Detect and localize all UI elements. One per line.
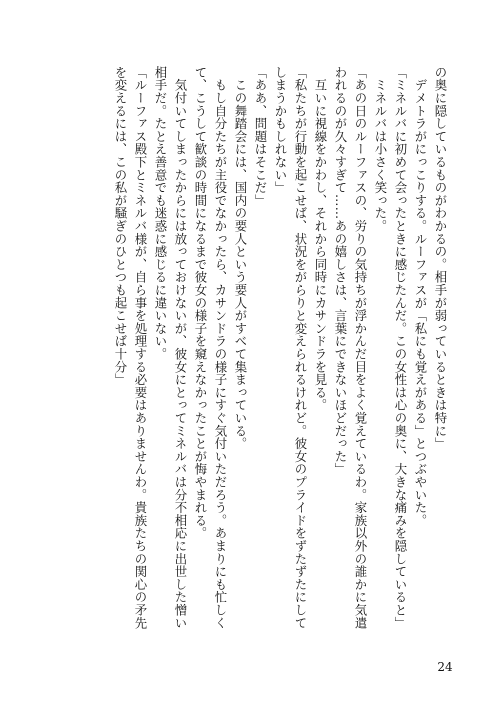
page-number: 24 [437, 660, 453, 674]
text-line: 相手だ。たとえ善意でも迷惑に感じるに違いない。 [153, 66, 168, 361]
text-line: を変えるには、この私が騒ぎのひとつも起こせば十分」 [113, 66, 128, 386]
text-line: もし自分たちが主役でなかったら、カサンドラの様子にすぐ気付いただろう。あまりにも忙しく [213, 66, 228, 630]
text-line: ミネルバは小さく笑った。 [373, 66, 388, 233]
text-line: 「ああ、問題はそこだ」 [253, 66, 268, 207]
text-line: の奥に隠しているものがわかるの。相手が弱っているときは特に」 [433, 66, 448, 450]
text-line: 「ルーファス殿下とミネルバ様が、自ら事を処理する必要はありませんわ。貴族たちの関心の矛先 [133, 66, 148, 630]
text-line: 「私たちが行動を起こせば、状況をがらりと変えられるけれど。彼女のプライドをずたずたにして [293, 66, 308, 630]
text-line: この舞踏会には、国内の要人という要人がすべて集まっている。 [233, 66, 248, 450]
text-line: しまうかもしれない」 [273, 66, 288, 194]
text-line: われるのが久々すぎて……あの嬉しさは、言葉にできないほどだった」 [333, 66, 348, 476]
text-line: て、こうして歓談の時間になるまで彼女の様子を窺えなかったことが悔やまれる。 [193, 66, 208, 540]
text-line: 気付いてしまったからには放っておけないが、彼女にとってミネルバは分不相応に出世した憎い [173, 66, 188, 630]
text-line: デメトラがにっこりする。ルーファスが「私にも覚えがある」とつぶやいた。 [413, 66, 428, 527]
text-line: 互いに視線をかわし、それから同時にカサンドラを見る。 [313, 66, 328, 412]
text-line: 「ミネルバに初めて会ったときに感じたんだ。この女性は心の奥に、大きな痛みを隠していると」 [393, 66, 408, 630]
vertical-text-block [58, 66, 450, 636]
text-line: 「あの日のルーファスの、労りの気持ちが浮かんだ目をよく覚えているわ。家族以外の誰かに気遣 [353, 66, 368, 630]
